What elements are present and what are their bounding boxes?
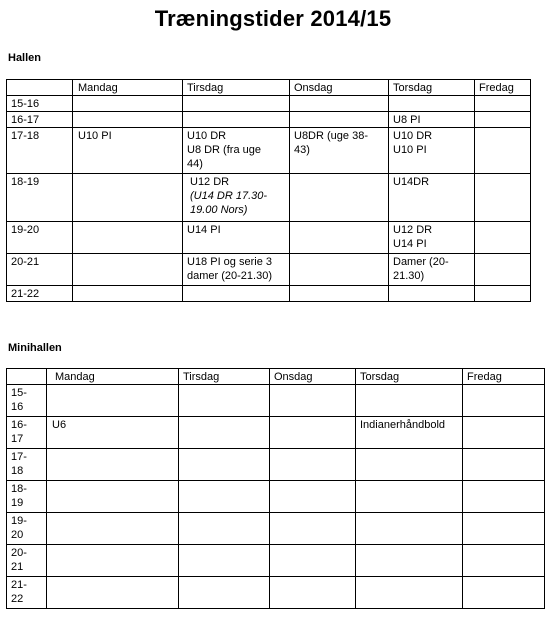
schedule-cell: U8 PI bbox=[389, 112, 475, 128]
time-line: 19 bbox=[11, 497, 24, 509]
schedule-cell bbox=[73, 96, 183, 112]
schedule-cell bbox=[179, 417, 270, 449]
time-line: 18- bbox=[11, 483, 27, 495]
cell-line: 21.30) bbox=[393, 270, 425, 282]
time-header-cell bbox=[7, 369, 47, 385]
time-cell: 18-19 bbox=[7, 174, 73, 222]
schedule-cell bbox=[389, 286, 475, 302]
table-row bbox=[7, 112, 531, 128]
time-line: 16 bbox=[11, 401, 24, 413]
schedule-cell bbox=[183, 112, 290, 128]
cell-line: U12 DR bbox=[393, 224, 433, 236]
schedule-cell bbox=[47, 385, 179, 417]
table-row bbox=[7, 222, 531, 254]
schedule-cell bbox=[463, 513, 545, 545]
schedule-cell bbox=[47, 513, 179, 545]
time-cell: 21-22 bbox=[7, 286, 73, 302]
schedule-cell bbox=[290, 128, 389, 174]
time-line: 18 bbox=[11, 465, 24, 477]
day-header-onsdag: Onsdag bbox=[270, 369, 356, 385]
schedule-cell bbox=[290, 222, 389, 254]
schedule-cell bbox=[475, 254, 531, 286]
schedule-cell bbox=[73, 222, 183, 254]
schedule-cell bbox=[389, 254, 475, 286]
cell-line: U10 DR bbox=[393, 130, 433, 142]
schedule-cell bbox=[47, 577, 179, 609]
day-header-fredag: Fredag bbox=[463, 369, 545, 385]
schedule-cell bbox=[183, 254, 290, 286]
schedule-cell bbox=[73, 174, 183, 222]
time-cell bbox=[7, 545, 47, 577]
time-cell: 15-16 bbox=[7, 96, 73, 112]
schedule-cell bbox=[270, 385, 356, 417]
schedule-cell bbox=[475, 174, 531, 222]
cell-line: U14 PI bbox=[393, 238, 427, 250]
schedule-cell bbox=[356, 385, 463, 417]
day-header-mandag: Mandag bbox=[73, 80, 183, 96]
day-header-mandag: Mandag bbox=[47, 369, 179, 385]
day-header-onsdag: Onsdag bbox=[290, 80, 389, 96]
schedule-cell bbox=[475, 128, 531, 174]
table-row bbox=[7, 254, 531, 286]
schedule-cell bbox=[463, 449, 545, 481]
cell-line: U10 DR bbox=[187, 130, 227, 142]
schedule-cell bbox=[47, 545, 179, 577]
schedule-cell bbox=[290, 174, 389, 222]
time-line: 15- bbox=[11, 387, 27, 399]
schedule-cell bbox=[356, 513, 463, 545]
table-row bbox=[7, 545, 545, 577]
cell-line: U10 PI bbox=[393, 144, 427, 156]
cell-line: damer (20-21.30) bbox=[187, 270, 272, 282]
day-header-fredag: Fredag bbox=[475, 80, 531, 96]
schedule-cell bbox=[179, 481, 270, 513]
schedule-cell bbox=[73, 286, 183, 302]
schedule-cell: Indianerhåndbold bbox=[356, 417, 463, 449]
schedule-cell bbox=[290, 112, 389, 128]
schedule-cell bbox=[270, 513, 356, 545]
schedule-cell bbox=[463, 545, 545, 577]
time-line: 16- bbox=[11, 419, 27, 431]
schedule-cell bbox=[179, 577, 270, 609]
time-line: 20- bbox=[11, 547, 27, 559]
schedule-cell bbox=[270, 449, 356, 481]
minihallen-schedule-table bbox=[6, 368, 545, 609]
schedule-cell bbox=[356, 481, 463, 513]
cell-line: U8 DR (fra uge bbox=[187, 144, 261, 156]
time-line: 19- bbox=[11, 515, 27, 527]
schedule-cell bbox=[183, 286, 290, 302]
schedule-cell bbox=[389, 222, 475, 254]
schedule-cell bbox=[475, 112, 531, 128]
schedule-cell: U14 PI bbox=[183, 222, 290, 254]
time-line: 21- bbox=[11, 579, 27, 591]
table-row bbox=[7, 577, 545, 609]
time-header-cell bbox=[7, 80, 73, 96]
table-row bbox=[7, 481, 545, 513]
time-cell: 20-21 bbox=[7, 254, 73, 286]
time-cell bbox=[7, 385, 47, 417]
time-line: 20 bbox=[11, 529, 24, 541]
cell-line: 43) bbox=[294, 144, 310, 156]
schedule-cell bbox=[463, 385, 545, 417]
schedule-cell bbox=[270, 545, 356, 577]
schedule-cell bbox=[47, 449, 179, 481]
table-row bbox=[7, 513, 545, 545]
day-header-torsdag: Torsdag bbox=[389, 80, 475, 96]
schedule-cell: U6 bbox=[47, 417, 179, 449]
day-header-tirsdag: Tirsdag bbox=[183, 80, 290, 96]
cell-line: 19.00 Nors) bbox=[190, 204, 248, 216]
table-row bbox=[7, 449, 545, 481]
table-header-row bbox=[7, 369, 545, 385]
cell-line: (U14 DR 17.30- bbox=[190, 190, 268, 202]
time-cell bbox=[7, 449, 47, 481]
schedule-cell bbox=[290, 286, 389, 302]
table-row bbox=[7, 96, 531, 112]
schedule-cell bbox=[463, 417, 545, 449]
hallen-schedule-table bbox=[6, 79, 531, 302]
schedule-cell bbox=[73, 112, 183, 128]
schedule-cell: U14DR bbox=[389, 174, 475, 222]
time-cell: 19-20 bbox=[7, 222, 73, 254]
schedule-cell bbox=[475, 286, 531, 302]
time-line: 17- bbox=[11, 451, 27, 463]
table-row bbox=[7, 128, 531, 174]
page-title: Træningstider 2014/15 bbox=[154, 6, 392, 31]
schedule-cell bbox=[270, 481, 356, 513]
cell-line: U12 DR bbox=[190, 176, 230, 188]
day-header-tirsdag: Tirsdag bbox=[179, 369, 270, 385]
time-cell bbox=[7, 417, 47, 449]
schedule-cell bbox=[183, 96, 290, 112]
time-cell bbox=[7, 577, 47, 609]
schedule-cell: U10 PI bbox=[73, 128, 183, 174]
time-line: 17 bbox=[11, 433, 24, 445]
schedule-cell bbox=[389, 128, 475, 174]
time-cell: 16-17 bbox=[7, 112, 73, 128]
day-header-torsdag: Torsdag bbox=[356, 369, 463, 385]
cell-line: U18 PI og serie 3 bbox=[187, 256, 272, 268]
schedule-cell bbox=[356, 449, 463, 481]
schedule-cell bbox=[179, 545, 270, 577]
table-header-row bbox=[7, 80, 531, 96]
time-line: 22 bbox=[11, 593, 24, 605]
section-heading-hallen: Hallen bbox=[8, 52, 42, 64]
schedule-cell bbox=[356, 545, 463, 577]
time-cell: 17-18 bbox=[7, 128, 73, 174]
schedule-cell bbox=[475, 222, 531, 254]
cell-line: Damer (20- bbox=[393, 256, 449, 268]
schedule-cell bbox=[179, 513, 270, 545]
schedule-cell bbox=[183, 128, 290, 174]
schedule-cell bbox=[389, 96, 475, 112]
schedule-cell bbox=[475, 96, 531, 112]
time-cell bbox=[7, 513, 47, 545]
table-row bbox=[7, 286, 531, 302]
cell-line: U8DR (uge 38- bbox=[294, 130, 368, 142]
schedule-cell bbox=[290, 96, 389, 112]
schedule-cell bbox=[270, 417, 356, 449]
time-line: 21 bbox=[11, 561, 24, 573]
schedule-cell bbox=[463, 577, 545, 609]
time-cell bbox=[7, 481, 47, 513]
schedule-cell bbox=[270, 577, 356, 609]
schedule-cell bbox=[73, 254, 183, 286]
section-heading-minihallen: Minihallen bbox=[8, 342, 62, 354]
table-row bbox=[7, 174, 531, 222]
schedule-cell bbox=[179, 449, 270, 481]
schedule-cell bbox=[183, 174, 290, 222]
schedule-cell bbox=[463, 481, 545, 513]
schedule-cell bbox=[356, 577, 463, 609]
schedule-cell bbox=[290, 254, 389, 286]
table-row bbox=[7, 385, 545, 417]
table-row bbox=[7, 417, 545, 449]
schedule-cell bbox=[179, 385, 270, 417]
schedule-cell bbox=[47, 481, 179, 513]
cell-line: 44) bbox=[187, 158, 203, 170]
